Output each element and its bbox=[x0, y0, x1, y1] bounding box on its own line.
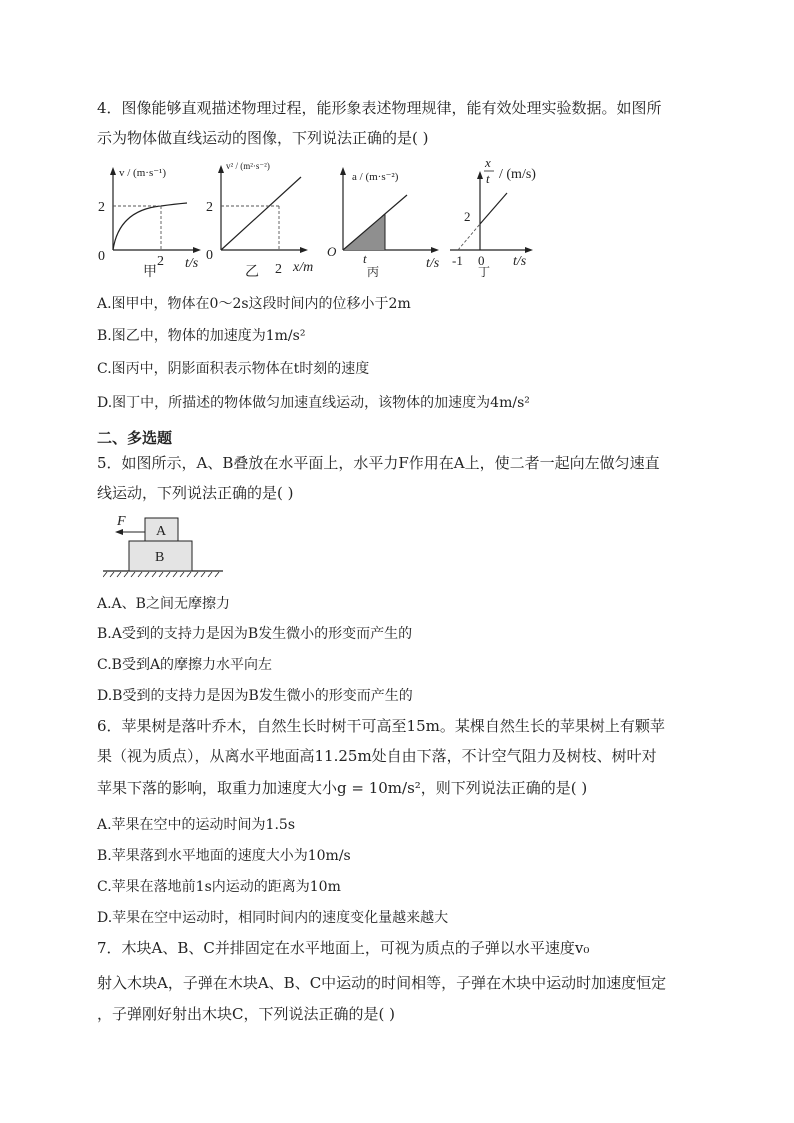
yi-origin: 0 bbox=[206, 248, 213, 263]
q6-stem-line1: 6．苹果树是落叶乔木，自然生长时树干可高至15m。某棵自然生长的苹果树上有颗苹 bbox=[97, 717, 665, 735]
graph-yi bbox=[206, 161, 313, 280]
section-heading: 二、多选题 bbox=[97, 429, 173, 447]
q6-option-c: C.苹果在落地前1s内运动的距离为10m bbox=[97, 879, 341, 895]
force-label: F bbox=[117, 514, 126, 529]
yi-xtick: 2 bbox=[275, 262, 282, 277]
q5-figure bbox=[103, 510, 228, 582]
q4-stem-line1: 4．图像能够直观描述物理过程，能形象表述物理规律，能有效处理实验数据。如图所 bbox=[97, 99, 662, 117]
q5-option-c: C.B受到A的摩擦力水平向左 bbox=[97, 657, 273, 673]
bing-xtick: t bbox=[363, 251, 367, 266]
bing-xlabel: t/s bbox=[426, 256, 440, 271]
graph-jia bbox=[98, 167, 201, 280]
ding-name: 丁 bbox=[478, 265, 491, 279]
bing-ylabel: a / (m·s⁻²) bbox=[352, 171, 399, 183]
q5-option-b: B.A受到的支持力是因为B发生微小的形变而产生的 bbox=[97, 626, 413, 642]
ding-xlabel: t/s bbox=[513, 254, 527, 269]
q6-stem-line2: 果（视为质点），从离水平地面高11.25m处自由下落，不计空气阻力及树枝、树叶对 bbox=[97, 747, 657, 765]
yi-xlabel: x/m bbox=[293, 260, 314, 275]
q4-option-a: A.图甲中，物体在0～2s这段时间内的位移小于2m bbox=[97, 296, 411, 312]
ding-ylabel-den: t bbox=[486, 171, 490, 186]
jia-origin: 0 bbox=[98, 249, 105, 264]
yi-ylabel: v² / (m²·s⁻²) bbox=[226, 161, 270, 171]
ding-origin: 0 bbox=[478, 253, 485, 268]
q7-stem-line2: 射入木块A，子弹在木块A、B、C中运动的时间相等，子弹在木块中运动时加速度恒定 bbox=[97, 974, 667, 992]
jia-ytick: 2 bbox=[98, 200, 105, 215]
ding-xtick-neg: -1 bbox=[452, 253, 463, 268]
jia-xtick: 2 bbox=[157, 254, 164, 269]
q6-option-a: A.苹果在空中的运动时间为1.5s bbox=[97, 817, 296, 833]
q4-option-b: B.图乙中，物体的加速度为1m/s² bbox=[97, 328, 306, 344]
q5-stem-line2: 线运动，下列说法正确的是( ) bbox=[97, 484, 294, 502]
ding-ylabel-num: x bbox=[485, 155, 491, 170]
block-b-label: B bbox=[155, 550, 165, 565]
bing-origin: O bbox=[327, 244, 337, 259]
q5-option-a: A.A、B之间无摩擦力 bbox=[97, 596, 230, 612]
q4-stem-line2: 示为物体做直线运动的图像，下列说法正确的是( ) bbox=[97, 129, 429, 147]
graph-ding bbox=[450, 155, 536, 279]
q6-option-d: D.苹果在空中运动时，相同时间内的速度变化量越来越大 bbox=[97, 910, 449, 926]
yi-name: 乙 bbox=[245, 265, 259, 280]
q6-option-b: B.苹果落到水平地面的速度大小为10m/s bbox=[97, 848, 351, 864]
q4-option-d: D.图丁中，所描述的物体做匀加速直线运动，该物体的加速度为4m/s² bbox=[97, 395, 530, 411]
yi-ytick: 2 bbox=[206, 200, 213, 215]
jia-ylabel: v / (m·s⁻¹) bbox=[119, 167, 166, 179]
bing-name: 丙 bbox=[367, 265, 380, 279]
ding-ytick: 2 bbox=[464, 209, 471, 224]
q5-option-d: D.B受到的支持力是因为B发生微小的形变而产生的 bbox=[97, 688, 413, 704]
q5-stem-line1: 5．如图所示，A、B叠放在水平面上，水平力F作用在A上，使二者一起向左做匀速直 bbox=[97, 454, 660, 472]
q7-stem-line1: 7．木块A、B、C并排固定在水平地面上，可视为质点的子弹以水平速度v₀ bbox=[97, 939, 590, 957]
block-a-label: A bbox=[156, 524, 167, 539]
jia-xlabel: t/s bbox=[185, 256, 199, 271]
graph-bing bbox=[327, 167, 440, 279]
q7-stem-line3: ，子弹刚好射出木块C，下列说法正确的是( ) bbox=[97, 1005, 395, 1023]
q4-option-c: C.图丙中，阴影面积表示物体在t时刻的速度 bbox=[97, 361, 370, 377]
jia-name: 甲 bbox=[143, 265, 157, 280]
q4-graphs bbox=[95, 155, 565, 285]
q6-stem-line3: 苹果下落的影响，取重力加速度大小g = 10m/s²，则下列说法正确的是( ) bbox=[97, 779, 588, 797]
ding-ylabel-unit: / (m/s) bbox=[499, 167, 536, 182]
